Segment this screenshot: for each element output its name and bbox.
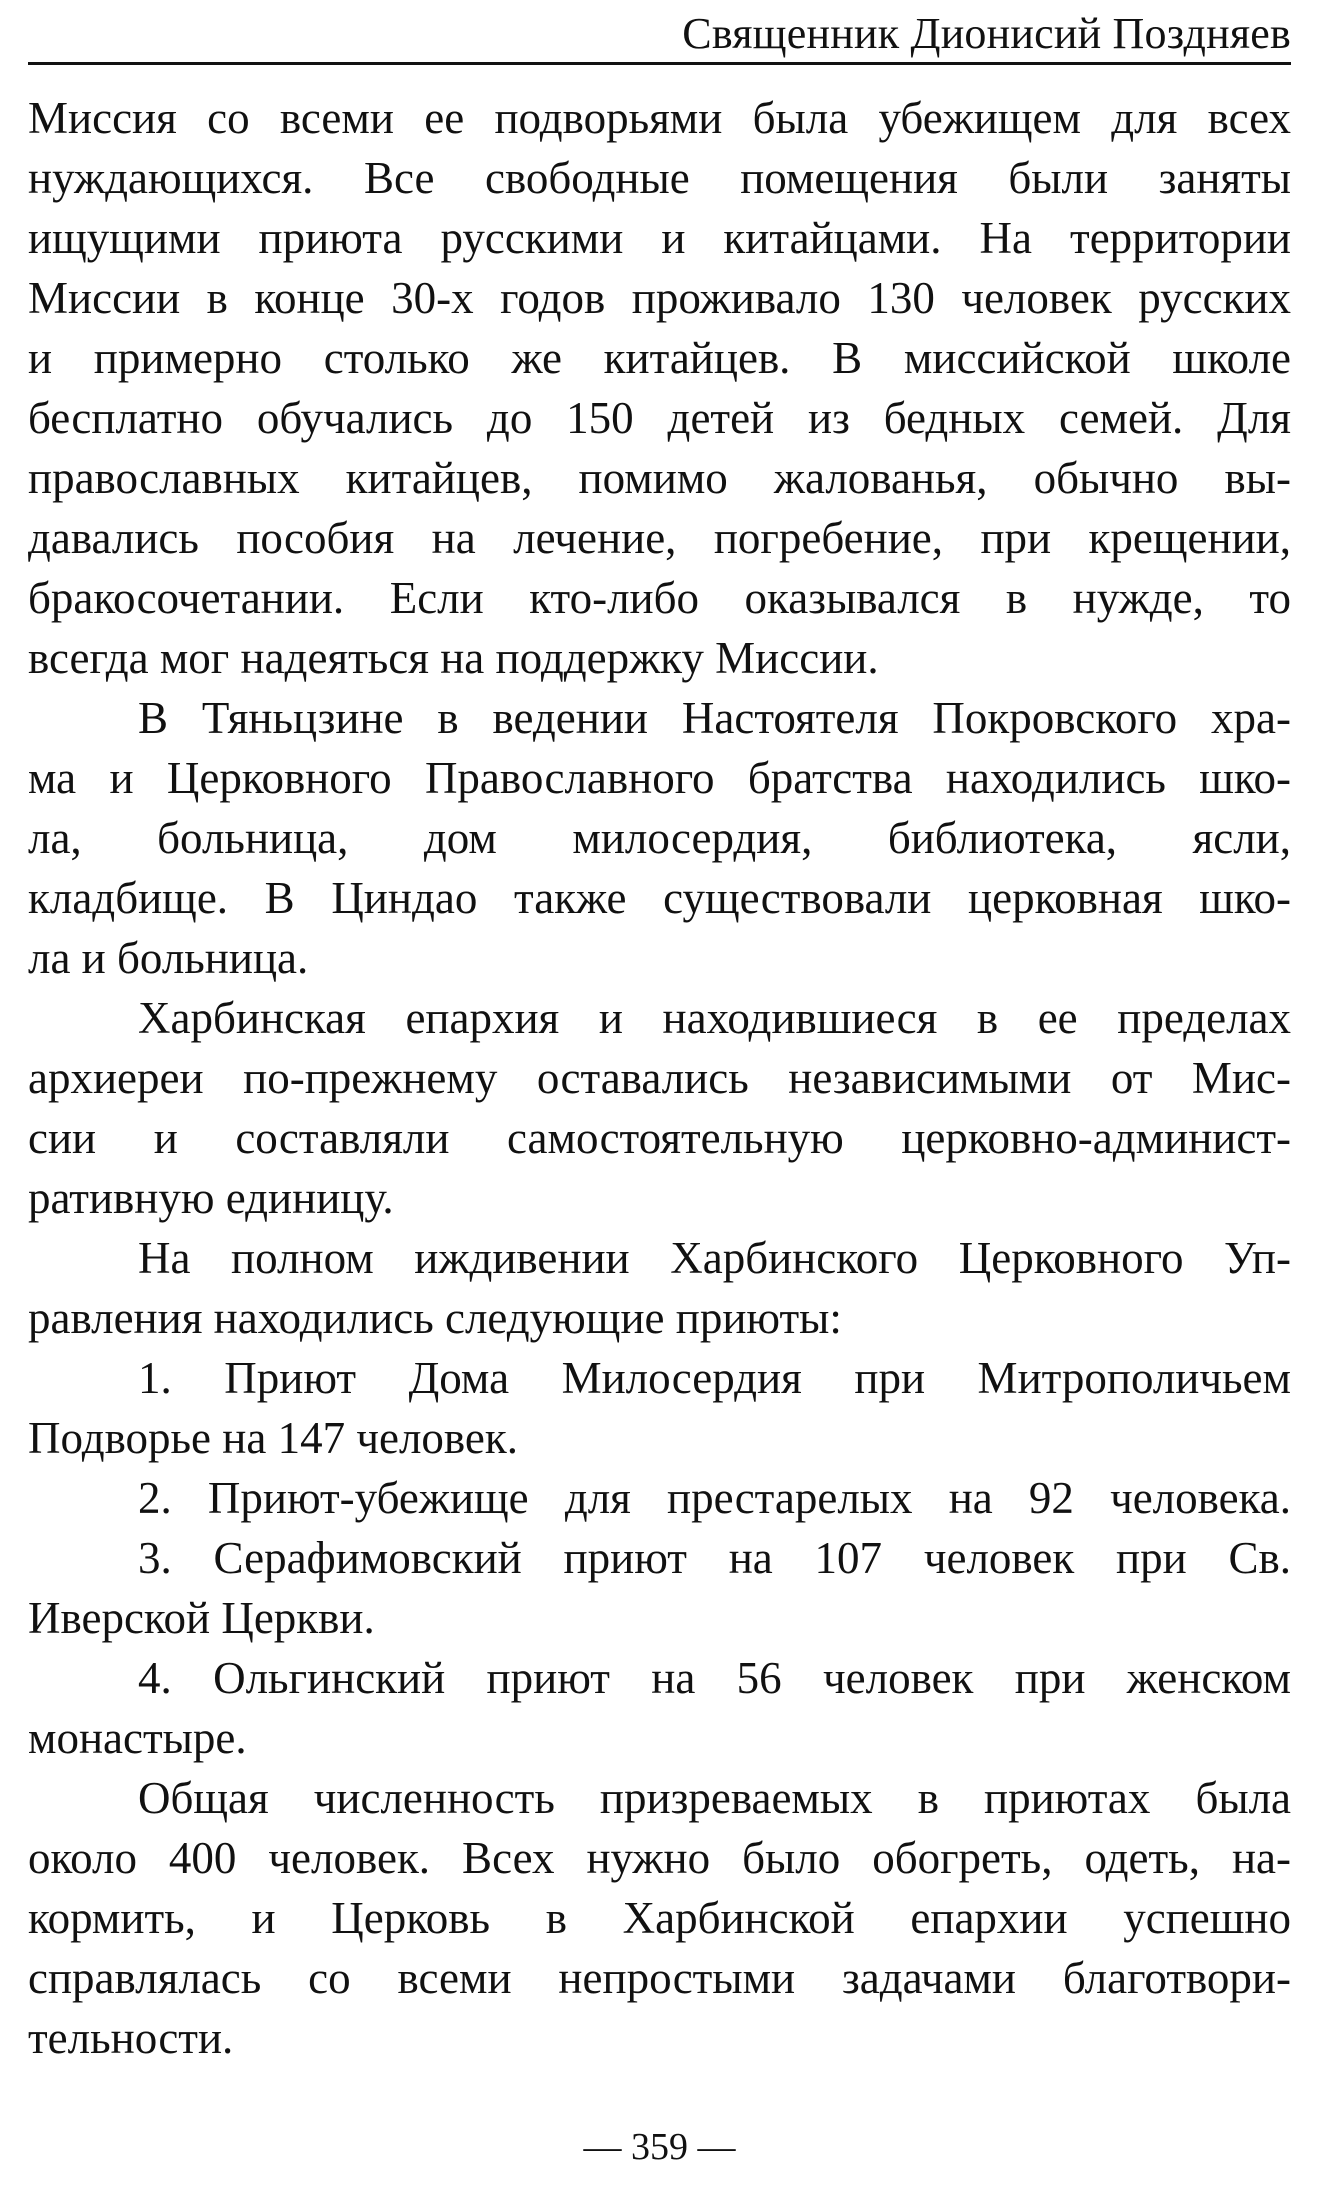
list-item-line: Иверской Церкви. [28, 1593, 375, 1643]
text-line: сии и составляли самостоятельную церковно-админист- [28, 1113, 1291, 1163]
body-text [28, 88, 1291, 2068]
text-line: равления находились следующие приюты: [28, 1293, 842, 1343]
text-line: кормить, и Церковь в Харбинской епархии успешно [28, 1893, 1291, 1943]
text-line: и примерно столько же китайцев. В миссийской школе [28, 333, 1291, 383]
text-line: кладбище. В Циндао также существовали церковная шко- [28, 873, 1291, 923]
list-item-line: монастыре. [28, 1713, 247, 1763]
list-item-line: 4. Ольгинский приют на 56 человек при женском [138, 1653, 1291, 1703]
list-item-line: Подворье на 147 человек. [28, 1413, 518, 1463]
running-header: Священник Дионисий Поздняев [28, 6, 1291, 65]
text-line: Миссии в конце 30-х годов проживало 130 человек русских [28, 273, 1291, 323]
text-line: На полном иждивении Харбинского Церковного Уп- [138, 1233, 1291, 1283]
text-line: около 400 человек. Всех нужно было обогреть, одеть, на- [28, 1833, 1291, 1883]
text-line: бракосочетании. Если кто-либо оказывался в нужде, то [28, 573, 1291, 623]
text-line: тельности. [28, 2013, 234, 2063]
list-item-line: 2. Приют-убежище для престарелых на 92 человека. [138, 1473, 1291, 1523]
text-line: ративную единицу. [28, 1173, 394, 1223]
page-number: — 359 — [583, 2126, 736, 2168]
text-line: Миссия со всеми ее подворьями была убежищем для всех [28, 93, 1291, 143]
text-line: Общая численность призреваемых в приютах была [138, 1773, 1291, 1823]
text-line: ма и Церковного Православного братства находились шко- [28, 753, 1291, 803]
text-line: архиереи по-прежнему оставались независимыми от Мис- [28, 1053, 1291, 1103]
text-line: В Тяньцзине в ведении Настоятеля Покровского хра- [138, 693, 1291, 743]
text-line: давались пособия на лечение, погребение, при крещении, [28, 513, 1291, 563]
list-item-line: 3. Серафимовский приют на 107 человек при Св. [138, 1533, 1291, 1583]
text-line: нуждающихся. Все свободные помещения были заняты [28, 153, 1291, 203]
list-item-line: 1. Приют Дома Милосердия при Митрополичьем [138, 1353, 1291, 1403]
text-line: ищущими приюта русскими и китайцами. На территории [28, 213, 1291, 263]
text-line: бесплатно обучались до 150 детей из бедных семей. Для [28, 393, 1291, 443]
text-line: Харбинская епархия и находившиеся в ее пределах [138, 993, 1291, 1043]
text-line: православных китайцев, помимо жалованья, обычно вы- [28, 453, 1291, 503]
text-line: ла и больница. [28, 933, 309, 983]
text-line: ла, больница, дом милосердия, библиотека, ясли, [28, 813, 1291, 863]
text-line: всегда мог надеяться на поддержку Миссии. [28, 633, 879, 683]
text-line: справлялась со всеми непростыми задачами благотвори- [28, 1953, 1291, 2003]
